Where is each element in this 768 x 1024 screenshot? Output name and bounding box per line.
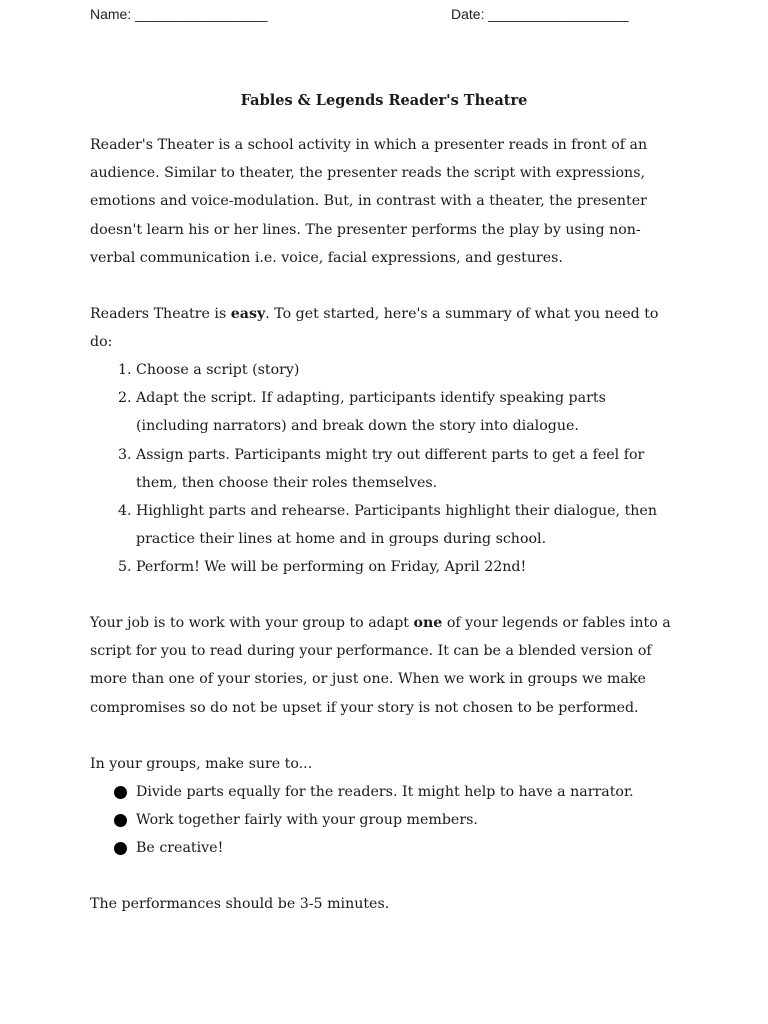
document-title: Fables & Legends Reader's Theatre xyxy=(240,92,528,109)
bullet-text: Divide parts equally for the readers. It might help to have a narrator. xyxy=(136,784,634,800)
duration-line: The performances should be 3-5 minutes. xyxy=(90,896,390,912)
step-item: 4. Highlight parts and rehearse. Participants highlight their dialogue, then practice their lines at home and in groups during school. xyxy=(136,497,682,553)
bullet-text: Be creative! xyxy=(136,840,224,857)
summary-text-after: . To get started, here's a summary of what you need to do: xyxy=(90,306,659,351)
summary-text-before: Readers Theatre is xyxy=(90,306,231,322)
bullet-item xyxy=(90,806,682,834)
step-item: 3. Assign parts. Participants might try out different parts to get a feel for them, then choose their roles themselves. xyxy=(136,441,682,497)
date-field-line: Date: __________________ xyxy=(451,6,629,22)
groups-bullet-list xyxy=(90,778,682,863)
job-emphasis: one xyxy=(413,615,443,631)
bullet-dot-icon xyxy=(114,842,127,855)
bullet-dot-icon xyxy=(114,786,127,799)
step-item: 2. Adapt the script. If adapting, participants identify speaking parts (including narrators) and break down the story into dialogue. xyxy=(136,384,682,440)
summary-emphasis: easy xyxy=(230,306,266,322)
bullet-text: Work together fairly with your group members. xyxy=(136,812,478,829)
name-field-line: Name: _________________ xyxy=(90,6,268,22)
job-paragraph xyxy=(90,609,682,722)
step-item: 1. Choose a script (story) xyxy=(136,356,682,384)
bullet-item xyxy=(90,778,682,806)
bullet-item xyxy=(90,834,682,862)
job-text-before: Your job is to work with your group to adapt xyxy=(90,615,414,631)
groups-intro: In your groups, make sure to... xyxy=(90,756,313,772)
steps-list xyxy=(90,356,682,582)
intro-paragraph: Reader's Theater is a school activity in which a presenter reads in front of an audience. Similar to theater, the presenter reads the script with expressions, emotions and voice-modulation. But, in contrast with a theater, the presenter doesn't learn his or her lines. The presenter performs the play by using non-verbal communication i.e. voice, facial expressions, and gestures. xyxy=(90,137,648,266)
bullet-dot-icon xyxy=(114,814,127,827)
summary-line xyxy=(90,300,682,356)
step-item: 5. Perform! We will be performing on Friday, April 22nd! xyxy=(136,553,682,581)
job-text-after: of your legends or fables into a script for you to read during your performance. It can be a blended version of more than one of your stories, or just one. When we work in groups we make compromises so do not be upset if your story is not chosen to be performed. xyxy=(90,615,671,716)
